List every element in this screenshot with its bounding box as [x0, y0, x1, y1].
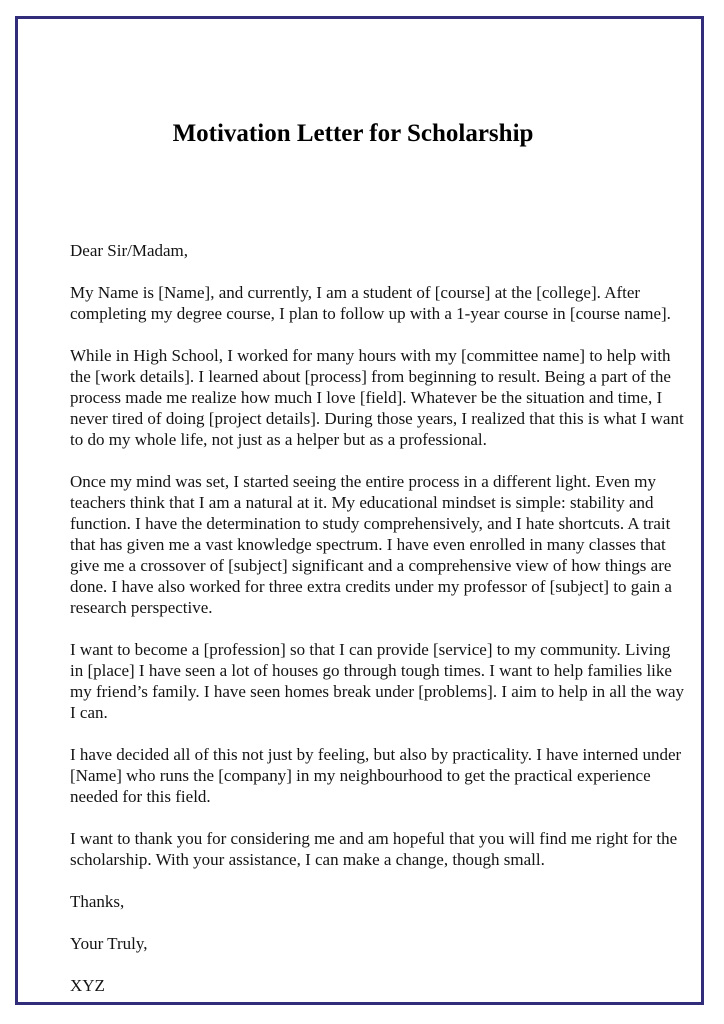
page-border-frame: [15, 16, 704, 1005]
paragraph-profession-goal: I want to become a [profession] so that I can provide [service] to my community. Living in [place] I have seen a lot of houses go through tough times. I want to help families like my friend’s family. I have seen homes break under [problems]. I aim to help in all the way I can.: [70, 640, 685, 722]
paragraph-intro: My Name is [Name], and currently, I am a student of [course] at the [college]. After completing my degree course, I plan to follow up with a 1-year course in [course name].: [70, 283, 671, 323]
paragraph-thank-you: I want to thank you for considering me and am hopeful that you will find me right for the scholarship. With your assistance, I can make a change, though small.: [70, 829, 678, 869]
paragraph-practicality: I have decided all of this not just by feeling, but also by practicality. I have interned under [Name] who runs the [company] in my neighbourhood to get the practical experience needed for this field.: [70, 745, 682, 806]
paragraph-mindset: Once my mind was set, I started seeing the entire process in a different light. Even my teachers think that I am a natural at it. My educational mindset is simple: stability and function. I have the determination to study comprehensively, and I hate shortcuts. A trait that has given me a vast knowledge spectrum. I have even enrolled in many classes that give me a crossover of [subject] significant and a comprehensive view of how things are done. I have also worked for three extra credits under my professor of [subject] to gain a research perspective.: [70, 472, 672, 617]
closing-thanks: Thanks,: [70, 892, 125, 911]
closing-signoff: Your Truly,: [70, 934, 148, 953]
signature: XYZ: [70, 976, 105, 995]
page-title: Motivation Letter for Scholarship: [172, 120, 534, 147]
paragraph-high-school: While in High School, I worked for many hours with my [committee name] to help with the [work details]. I learned about [process] from beginning to result. Being a part of the process made me realize how much I love [field]. Whatever be the situation and time, I never tired of doing [project details]. During those years, I realized that this is what I want to do my whole life, not just as a helper but as a professional.: [70, 346, 684, 449]
salutation: Dear Sir/Madam,: [70, 241, 189, 260]
letter-body: [70, 240, 686, 1017]
